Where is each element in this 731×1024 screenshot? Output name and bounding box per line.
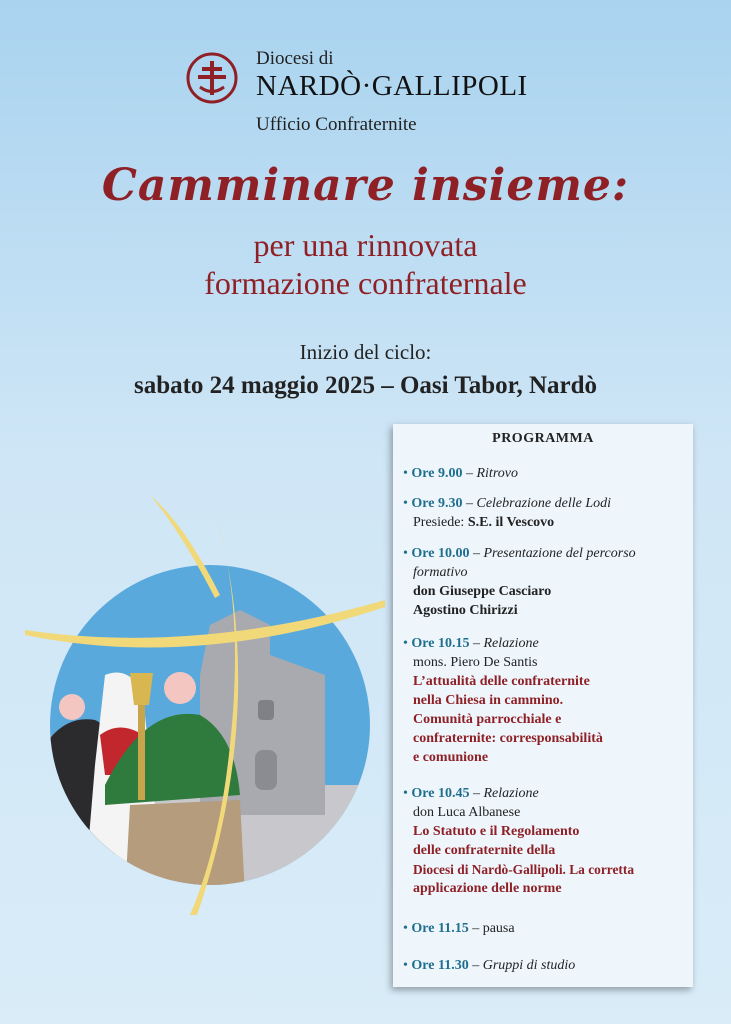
item-desc: Ritrovo: [476, 466, 518, 481]
subtitle-line-1: per una rinnovata: [253, 227, 478, 263]
topic-line: e comunione: [413, 750, 489, 765]
topic-line: delle confraternite della: [413, 843, 556, 858]
program-item-6: • Ore 11.15 – pausa: [403, 921, 515, 936]
program-item-5: • Ore 10.45 – Relazione don Luca Albanese Lo Statuto e il Regolamento delle confraternite della Diocesi di Nardò-Gallipoli. La corretta applicazione delle norme: [403, 784, 688, 898]
topic-line: Lo Statuto e il Regolamento: [413, 824, 580, 839]
item-desc: Presentazione del percorso: [483, 546, 636, 561]
speaker: don Luca Albanese: [413, 805, 521, 820]
item-time: Ore 11.15: [411, 921, 469, 936]
item-desc: Gruppi di studio: [482, 958, 576, 973]
diocese-label: Diocesi di: [256, 48, 334, 69]
presiede-label: Presiede:: [413, 515, 465, 530]
topic-line: applicazione delle norme: [413, 881, 562, 896]
item-desc: Celebrazione delle Lodi: [476, 496, 612, 511]
topic-line: Diocesi di Nardò-Gallipoli. La corretta: [413, 862, 635, 877]
diocese-name: NARDÒ·GALLIPOLI: [256, 70, 528, 102]
program-box: [393, 424, 693, 987]
lantern-icon: [130, 673, 153, 705]
topic-line: Comunità parrocchiale e: [413, 712, 562, 727]
program-item-7: • Ore 11.30 – Gruppi di studio: [403, 958, 576, 973]
item-time: Ore 11.30: [411, 958, 469, 973]
event-date-location: sabato 24 maggio 2025 – Oasi Tabor, Nardò: [133, 372, 598, 399]
program-item-2: • Ore 9.30 – Celebrazione delle Lodi Presiede: S.E. il Vescovo: [403, 496, 612, 530]
topic-line: confraternite: corresponsabilità: [413, 731, 603, 746]
topic-line: L’attualità delle confraternite: [413, 674, 590, 689]
program-title: PROGRAMMA: [492, 431, 594, 446]
item-time: Ore 9.00: [411, 466, 463, 481]
item-time: Ore 10.45: [411, 786, 470, 801]
office-name: Ufficio Confraternite: [256, 114, 417, 135]
item-desc: pausa: [482, 921, 515, 936]
subtitle-line-2: formazione confraternale: [204, 265, 527, 301]
presiede-name: S.E. il Vescovo: [467, 515, 555, 530]
program-item-1: • Ore 9.00 – Ritrovo: [403, 466, 518, 481]
confraternity-illustration: [25, 485, 395, 925]
item-desc: Relazione: [483, 636, 539, 651]
item-desc: Relazione: [483, 786, 539, 801]
event-title: Camminare insieme:: [101, 160, 630, 211]
speaker: mons. Piero De Santis: [413, 655, 538, 670]
program-item-3: • Ore 10.00 – Presentazione del percorso formativo don Giuseppe Casciaro Agostino Chirizzi: [403, 544, 688, 620]
cycle-intro: Inizio del ciclo:: [299, 340, 432, 364]
item-time: Ore 10.15: [411, 636, 470, 651]
diocese-header: [186, 48, 566, 138]
item-time: Ore 9.30: [411, 496, 463, 511]
topic-line: nella Chiesa in cammino.: [413, 693, 564, 708]
program-item-4: • Ore 10.15 – Relazione mons. Piero De Santis L’attualità delle confraternite nella Chiesa in cammino. Comunità parrocchiale e confraternite: corresponsabilità e comunione: [403, 634, 688, 767]
speaker: don Giuseppe Casciaro: [413, 584, 552, 599]
item-time: Ore 10.00: [411, 546, 470, 561]
diocese-cross-logo-icon: [186, 52, 238, 104]
event-subtitle: [0, 226, 731, 302]
speaker: Agostino Chirizzi: [413, 603, 518, 618]
